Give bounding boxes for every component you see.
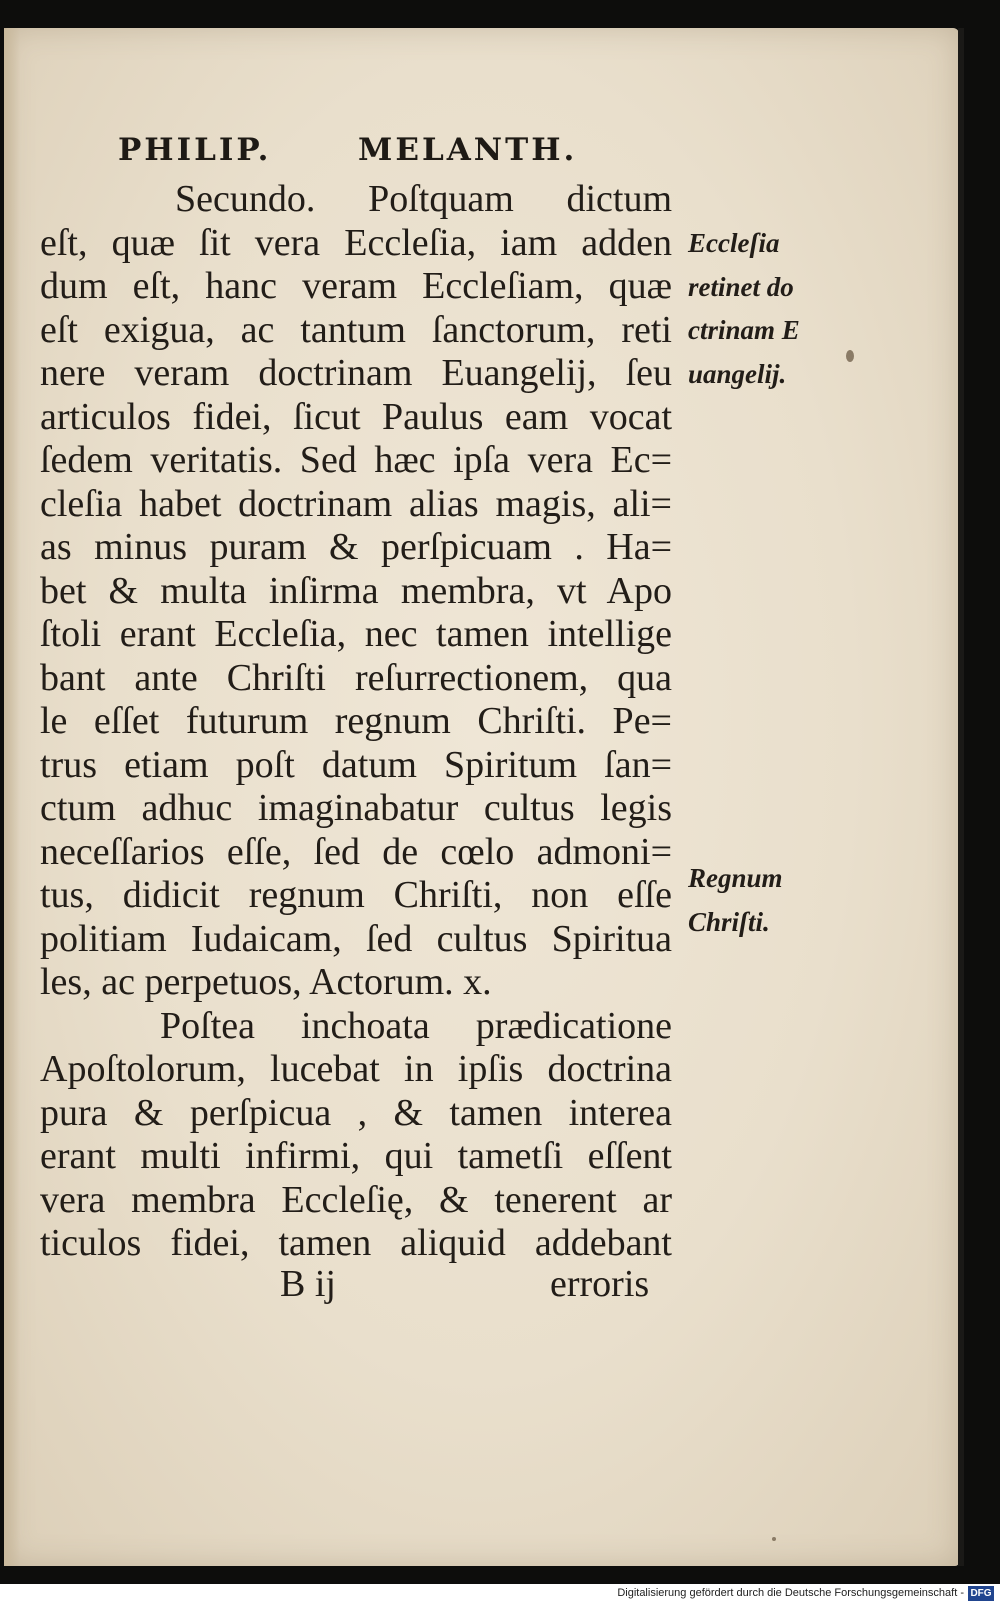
- text-line: ſtoli erant Eccleſia, nec tamen intellige: [40, 613, 672, 655]
- text-line: Apoſtolorum, lucebat in ipſis doctrina: [40, 1048, 672, 1090]
- paper-speck: [846, 350, 854, 362]
- text-line: tus, didicit regnum Chriſti, non eſſe: [40, 874, 672, 916]
- text-line: cleſia habet doctrinam alias magis, ali=: [40, 482, 672, 525]
- margin-note-line: retinet do: [688, 271, 794, 302]
- page-edge: [958, 28, 964, 1566]
- text-line: erant multi infirmi, qui tametſi eſſent: [40, 1135, 672, 1177]
- text-line: trus etiam poſt datum Spiritum ſan=: [40, 743, 672, 786]
- text-line: dum eſt, hanc veram Eccleſiam, quæ: [40, 265, 672, 307]
- margin-note-line: ctrinam E: [688, 315, 800, 345]
- margin-note-regnum: [688, 857, 818, 944]
- text-line: ſedem veritatis. Sed hæc ipſa vera Ec=: [40, 439, 672, 481]
- body-text: [40, 178, 680, 1266]
- header-right: MELANTH.: [358, 132, 578, 168]
- paper-speck: [772, 1537, 776, 1541]
- dfg-logo: DFG: [968, 1586, 994, 1601]
- page-gutter: [4, 28, 20, 1566]
- catchword: erroris: [550, 1263, 650, 1305]
- text-line: eſt exigua, ac tantum ſanctorum, reti: [40, 308, 672, 351]
- margin-note-line: Chriſti.: [688, 906, 770, 937]
- text-line: politiam Iudaicam, ſed cultus Spiritua: [40, 917, 672, 960]
- text-line: eſt, quæ ſit vera Eccleſia, iam adden: [40, 221, 672, 264]
- signature-mark: B ij: [280, 1263, 336, 1305]
- text-line: neceſſarios eſſe, ſed de cœlo admoni=: [40, 830, 672, 873]
- text-line: as minus puram & perſpicuam . Ha=: [40, 526, 672, 568]
- footer-bar: [0, 1584, 1000, 1607]
- text-line: les, ac perpetuos, Actorum. x.: [40, 961, 492, 1003]
- text-line: bet & multa inſirma membra, vt Apo: [40, 569, 672, 612]
- text-line: nere veram doctrinam Euangelij, ſeu: [40, 352, 672, 394]
- text-line: ticulos fidei, tamen aliquid addebant: [40, 1222, 672, 1264]
- text-line: pura & perſpicua , & tamen interea: [40, 1091, 672, 1134]
- margin-note-line: Regnum: [688, 863, 783, 893]
- margin-note-line: uangelij.: [688, 358, 787, 389]
- text-line: articulos fidei, ſicut Paulus eam vocat: [40, 395, 672, 438]
- margin-note-ecclesia: [688, 222, 818, 396]
- text-line: vera membra Eccleſię, & tenerent ar: [40, 1178, 672, 1221]
- text-line: le eſſet futurum regnum Chriſti. Pe=: [40, 700, 672, 742]
- text-line: bant ante Chriſti reſurrectionem, qua: [40, 656, 672, 699]
- footer-credit: Digitalisierung gefördert durch die Deutsche Forschungsgemeinschaft -: [617, 1587, 964, 1599]
- header-left: PHILIP.: [118, 132, 272, 168]
- margin-note-line: Eccleſia: [688, 228, 780, 258]
- text-line: ctum adhuc imaginabatur cultus legis: [40, 787, 672, 829]
- text-line: Secundo. Poſtquam dictum: [175, 178, 672, 220]
- text-line: Poſtea inchoata prædicatione: [160, 1004, 672, 1047]
